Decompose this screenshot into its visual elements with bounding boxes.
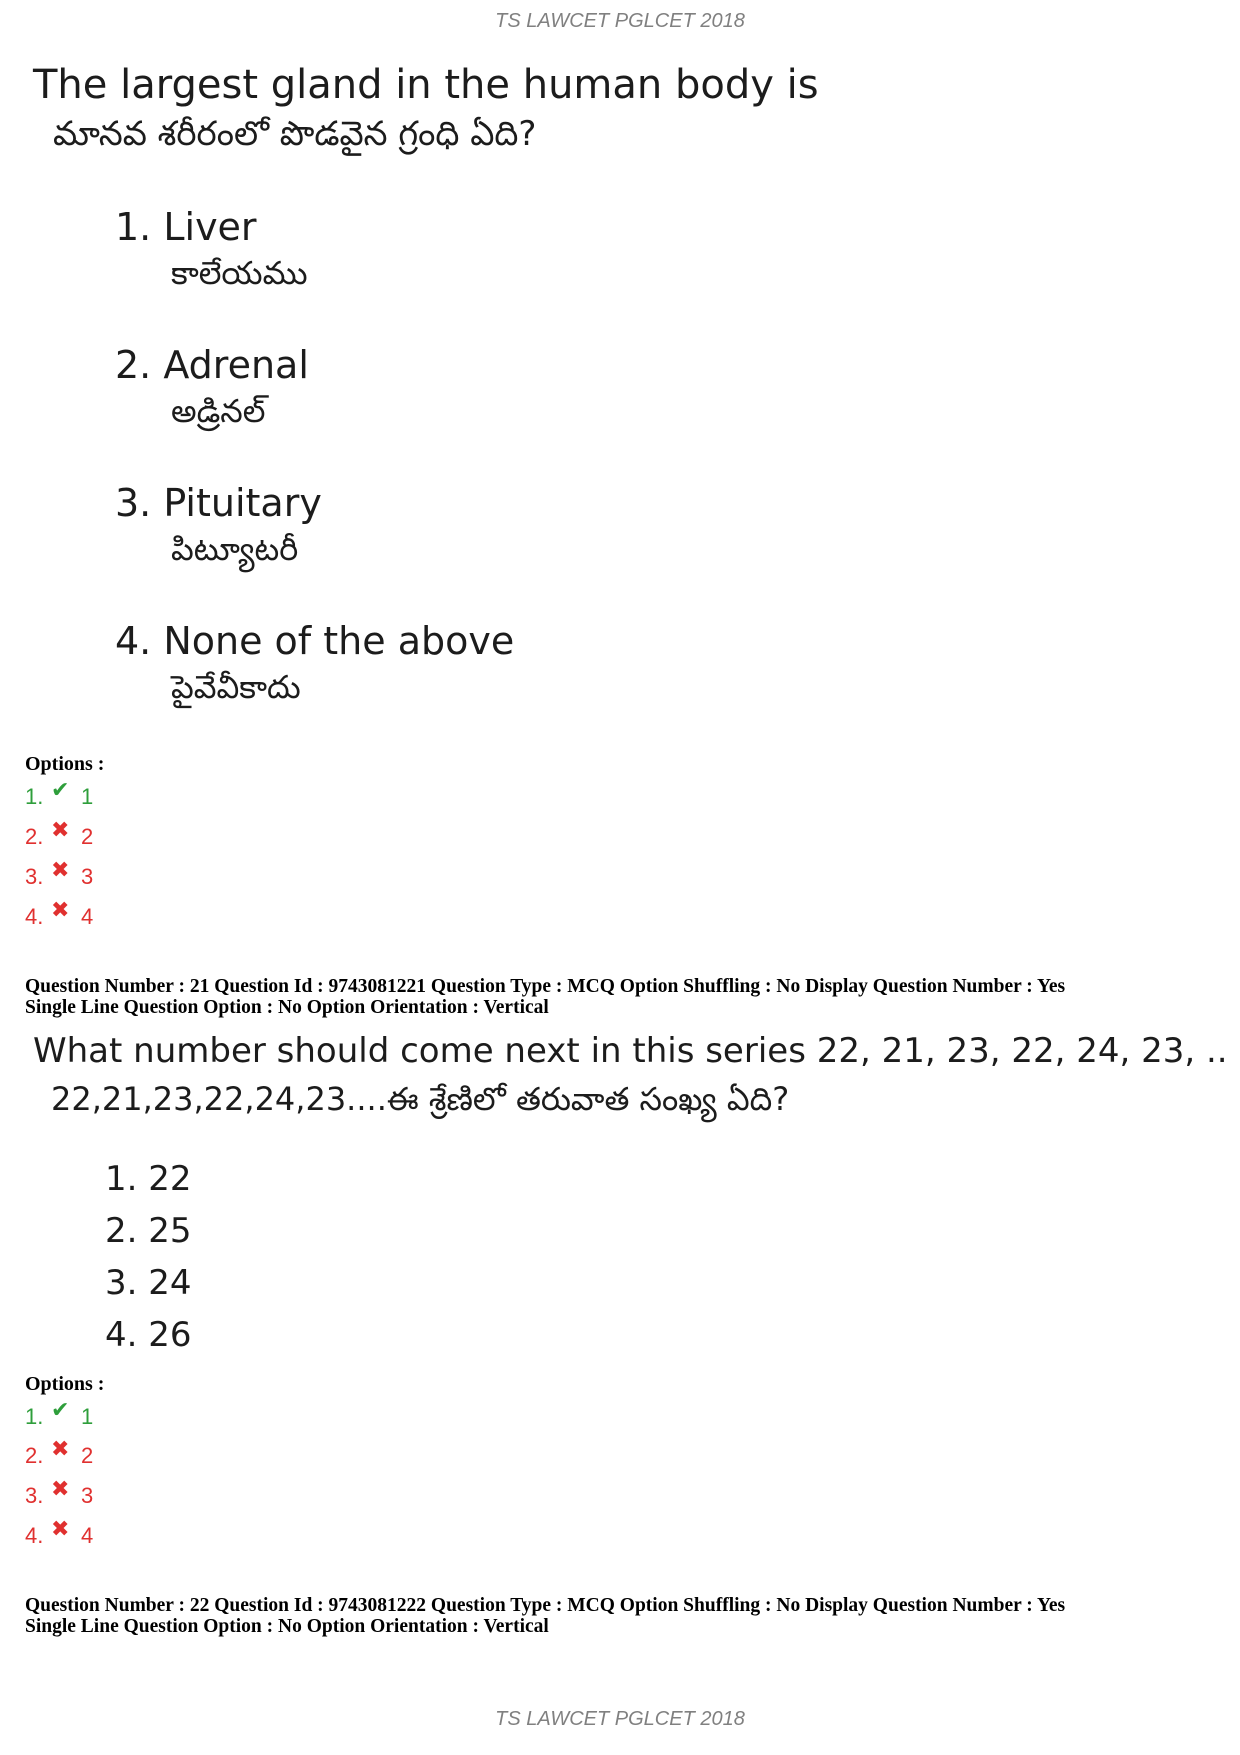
cross-icon: ✖ bbox=[51, 1476, 70, 1501]
cross-icon: ✖ bbox=[51, 817, 70, 842]
choice-text-te: పైవేవీకాదు bbox=[171, 668, 301, 706]
option-row-2 bbox=[25, 817, 94, 852]
question-image-q21 bbox=[33, 1027, 1228, 1123]
option-row-3 bbox=[25, 857, 94, 892]
page-footer: TS LAWCET PGLCET 2018 bbox=[495, 1708, 745, 1730]
choice-text-en: 3. Pituitary bbox=[115, 481, 322, 525]
option-number: 4. bbox=[25, 1523, 44, 1548]
question-text-en: The largest gland in the human body is bbox=[33, 62, 819, 108]
choice-2: 2. 25 bbox=[105, 1211, 192, 1251]
checkmark-icon: ✔ bbox=[51, 1397, 70, 1422]
cross-icon: ✖ bbox=[51, 897, 70, 922]
option-number: 4. bbox=[25, 904, 44, 929]
option-value: 2 bbox=[81, 1443, 94, 1468]
question-meta-line1: Question Number : 22 Question Id : 9743081222 Question Type : MCQ Option Shuffling : No Display Question Number : Yes bbox=[25, 1595, 1066, 1616]
option-number: 1. bbox=[25, 784, 44, 809]
choice-text-en: 1. Liver bbox=[115, 205, 257, 249]
question-text-en: What number should come next in this series 22, 21, 23, 22, 24, 23, .. bbox=[33, 1031, 1228, 1071]
option-number: 3. bbox=[25, 1483, 44, 1508]
option-row-2 bbox=[25, 1436, 94, 1471]
choice-3 bbox=[115, 479, 322, 571]
option-value: 2 bbox=[81, 824, 94, 849]
options-label: Options : bbox=[25, 1373, 105, 1395]
option-value: 3 bbox=[81, 1483, 94, 1508]
choice-1 bbox=[115, 203, 308, 295]
checkmark-icon: ✔ bbox=[51, 777, 70, 802]
cross-icon: ✖ bbox=[51, 1436, 70, 1461]
choices-list-q21 bbox=[105, 1153, 192, 1361]
cross-icon: ✖ bbox=[51, 857, 70, 882]
option-value: 3 bbox=[81, 864, 94, 889]
question-text-te: 22,21,23,22,24,23....ఈ శ్రేణిలో తరువాత సంఖ్య ఏది? bbox=[51, 1080, 790, 1118]
choice-4 bbox=[115, 617, 514, 709]
question-meta-line2: Single Line Question Option : No Option Orientation : Vertical bbox=[25, 997, 549, 1018]
choice-text-en: 4. None of the above bbox=[115, 619, 515, 663]
option-row-4 bbox=[25, 1516, 94, 1551]
option-row-1 bbox=[25, 777, 94, 812]
option-row-4 bbox=[25, 897, 94, 932]
option-value: 1 bbox=[81, 1404, 94, 1429]
option-value: 1 bbox=[81, 784, 94, 809]
choice-4: 4. 26 bbox=[105, 1315, 192, 1355]
question-meta-line1: Question Number : 21 Question Id : 9743081221 Question Type : MCQ Option Shuffling : No Display Question Number : Yes bbox=[25, 976, 1066, 997]
page-header: TS LAWCET PGLCET 2018 bbox=[495, 10, 745, 32]
option-value: 4 bbox=[81, 1523, 94, 1548]
choice-text-te: కాలేయము bbox=[171, 254, 308, 292]
question-image-q20 bbox=[33, 60, 819, 158]
choice-2 bbox=[115, 341, 309, 433]
option-number: 2. bbox=[25, 1443, 44, 1468]
cross-icon: ✖ bbox=[51, 1516, 70, 1541]
option-number: 1. bbox=[25, 1404, 44, 1429]
option-value: 4 bbox=[81, 904, 94, 929]
choice-text-te: అడ్రినల్ bbox=[171, 392, 266, 430]
choice-3: 3. 24 bbox=[105, 1263, 192, 1303]
choice-1: 1. 22 bbox=[105, 1159, 192, 1199]
choice-text-en: 2. Adrenal bbox=[115, 343, 309, 387]
option-row-1 bbox=[25, 1397, 94, 1432]
choice-text-te: పిట్యూటరీ bbox=[171, 530, 299, 568]
option-number: 3. bbox=[25, 864, 44, 889]
option-row-3 bbox=[25, 1476, 94, 1511]
option-number: 2. bbox=[25, 824, 44, 849]
options-label: Options : bbox=[25, 753, 105, 775]
question-meta-line2: Single Line Question Option : No Option Orientation : Vertical bbox=[25, 1616, 549, 1637]
question-text-te: మానవ శరీరంలో పొడవైన గ్రంధి ఏది? bbox=[53, 114, 537, 154]
